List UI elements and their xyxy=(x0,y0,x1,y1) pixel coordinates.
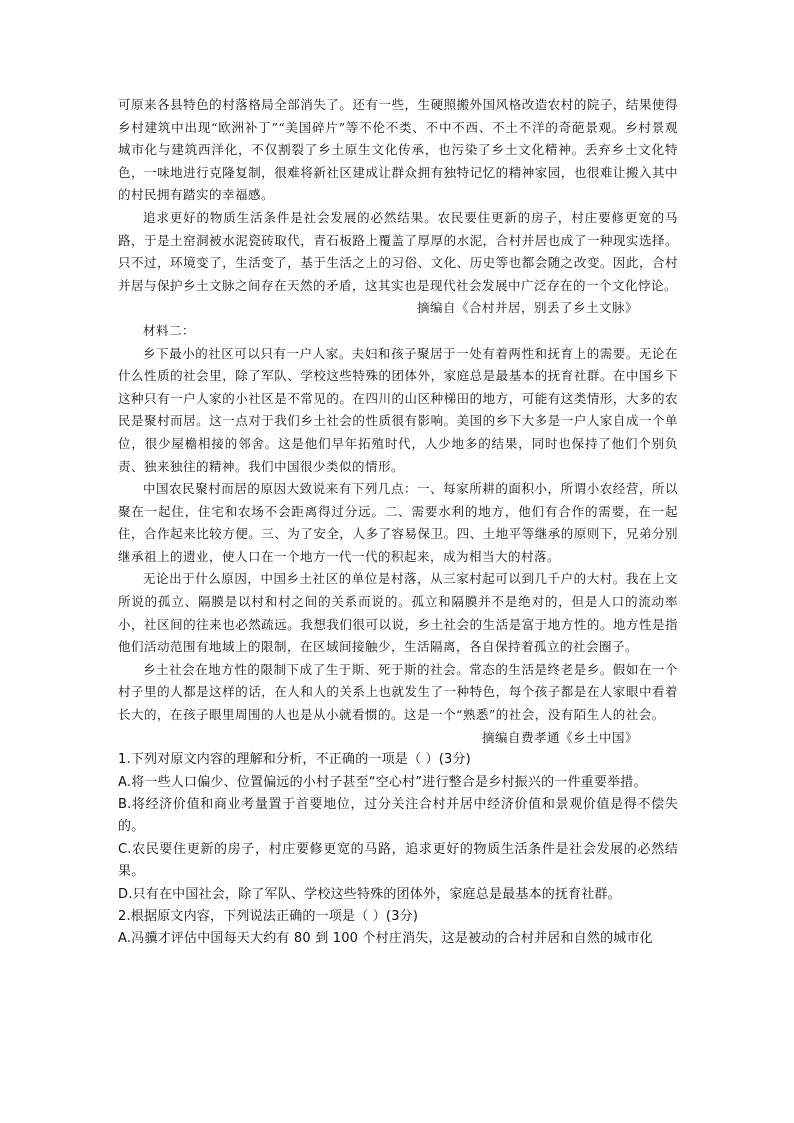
question-1-option-b: B.将经济价值和商业考量置于首要地位，过分关注合村并居中经济价值和景观价值是得不偿失的。 xyxy=(118,797,678,835)
material2-label: 材料二： xyxy=(143,322,196,338)
question-2-stem: 2.根据原文内容，下列说法正确的一项是（ ）(3分) xyxy=(118,909,419,925)
question-1-option-a: A.将一些人口偏少、位置偏远的小村子甚至“空心村”进行整合是乡村振兴的一件重要举措。 xyxy=(118,774,647,790)
material1-paragraph-2: 追求更好的物质生活条件是社会发展的必然结果。农民要住更新的房子，村庄要修更宽的马路，于是土窑洞被水泥瓷砖取代，青石板路上覆盖了厚厚的水泥，合村并居也成了一种现实选择。只不过，环境变了，生活变了，基于生活之上的习俗、文化、历史等也都会随之改变。因此，合村并居与保护乡土文脉之间存在天然的矛盾，这其实也是现代社会发展中广泛存在的一个文化悖论。 xyxy=(118,209,678,293)
material2-paragraph-2: 中国农民聚村而居的原因大致说来有下列几点：一、每家所耕的面积小，所谓小农经营，所以聚在一起住，住宅和农场不会距离得过分远。二、需要水利的地方，他们有合作的需要，在一起住，合作起来比较方便。三、为了安全，人多了容易保卫。四、土地平等继承的原则下，兄弟分别继承祖上的遗业，使人口在一个地方一代一代的积起来，成为相当大的村落。 xyxy=(118,481,678,564)
question-2-option-a: A.冯骥才评估中国每天大约有 80 到 100 个村庄消失，这是被动的合村并居和自然的城市化 xyxy=(118,931,653,947)
material2-paragraph-4: 乡土社会在地方性的限制下成了生于斯、死于斯的社会。常态的生活是终老是乡。假如在一个村子里的人都是这样的话，在人和人的关系上也就发生了一种特色，每个孩子都是在人家眼中看着长大的，在孩子眼里周围的人也是从小就看惯的。这是一个“熟悉”的社会，没有陌生人的社会。 xyxy=(118,661,678,723)
material2-paragraph-3: 无论出于什么原因，中国乡土社区的单位是村落，从三家村起可以到几千户的大村。我在上文所说的孤立、隔膜是以村和村之间的关系而说的。孤立和隔膜并不是绝对的，但是人口的流动率小，社区间的往来也必然疏远。我想我们很可以说，乡土社会的生活是富于地方性的。地方性是指他们活动范围有地域上的限制，在区域间接触少，生活隔离，各自保持着孤立的社会圈子。 xyxy=(118,571,678,655)
document-body xyxy=(118,94,678,951)
material1-paragraph-1: 可原来各县特色的村落格局全部消失了。还有一些，生硬照搬外国风格改造农村的院子，结果使得乡村建筑中出现“欧洲补丁”“美国碎片”等不伦不类、不中不西、不土不洋的奇葩景观。乡村景观城市化与建筑西洋化，不仅割裂了乡土原生文化传承，也污染了乡土文化精神。丢弃乡土文化特色，一味地进行克隆复制，很难将新社区建成让群众拥有独特记忆的精神家园，也很难让搬入其中的村民拥有踏实的幸福感。 xyxy=(118,97,678,203)
material1-source: 摘编自《合村并居，别丢了乡土文脉》 xyxy=(416,300,638,316)
material2-source: 摘编自费孝通《乡土中国》 xyxy=(481,729,638,745)
question-1-option-d: D.只有在中国社会，除了军队、学校这些特殊的团体外，家庭总是最基本的抚育社群。 xyxy=(118,886,621,902)
material2-paragraph-1: 乡下最小的社区可以只有一户人家。夫妇和孩子聚居于一处有着两性和抚育上的需要。无论在什么性质的社会里，除了军队、学校这些特殊的团体外，家庭总是最基本的抚育社群。在中国乡下这种只有一户人家的小社区是不常见的。在四川的山区种梯田的地方，可能有这类情形，大多的农民是聚村而居。这一点对于我们乡土社会的性质很有影响。美国的乡下大多是一户人家自成一个单位，很少屋檐相接的邻舍。这是他们早年拓殖时代，人少地多的结果，同时也保持了他们个别负责、独来独往的精神。我们中国很少类似的情形。 xyxy=(118,345,678,474)
question-1-stem: 1.下列对原文内容的理解和分析，不正确的一项是（ ）(3分) xyxy=(118,752,471,768)
question-1-option-c: C.农民要住更新的房子，村庄要修更宽的马路，追求更好的物质生活条件是社会发展的必然结果。 xyxy=(118,841,678,880)
